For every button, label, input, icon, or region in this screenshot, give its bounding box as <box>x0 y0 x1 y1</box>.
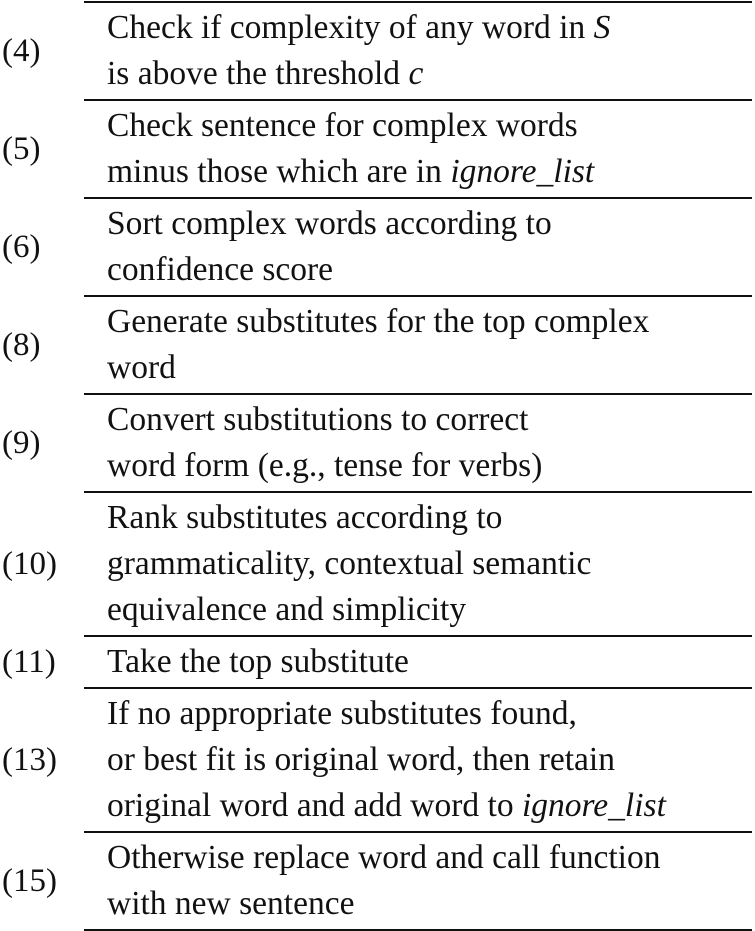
step-description-line <box>107 881 752 927</box>
table-row <box>2 635 752 687</box>
step-description-line <box>107 587 752 633</box>
text: grammaticality, contextual semantic <box>107 545 592 582</box>
step-description-line <box>107 495 752 541</box>
text: Sort complex words according to <box>107 205 552 242</box>
italic-term: ignore_list <box>521 787 666 824</box>
text: Take the top substitute <box>107 643 409 680</box>
step-description-line <box>107 691 752 737</box>
step-description-line <box>107 737 752 783</box>
text: original word and add word to <box>107 787 522 824</box>
step-description-line <box>107 103 752 149</box>
step-description-line <box>107 835 752 881</box>
text: Generate substitutes for the top complex <box>107 303 650 340</box>
table-row <box>2 393 752 491</box>
step-number: (15) <box>2 862 57 899</box>
text: Otherwise replace word and call function <box>107 839 661 876</box>
text: word <box>107 349 176 386</box>
step-number: (11) <box>2 643 56 680</box>
step-description-line <box>107 51 752 97</box>
step-description-line <box>107 397 752 443</box>
table-row <box>2 687 752 831</box>
text: equivalence and simplicity <box>107 591 467 628</box>
step-number: (6) <box>2 228 41 265</box>
table-row <box>2 831 752 931</box>
text: Check sentence for complex words <box>107 107 578 144</box>
text: confidence score <box>107 251 333 288</box>
text: Check if complexity of any word in <box>107 9 594 46</box>
text: If no appropriate substitutes found, <box>107 695 577 732</box>
text: word form (e.g., tense for verbs) <box>107 447 543 484</box>
step-description-line <box>107 345 752 391</box>
step-description-line <box>107 201 752 247</box>
step-description-line <box>107 247 752 293</box>
italic-term: c <box>408 55 424 92</box>
table-row <box>2 1 752 99</box>
step-description-line <box>107 5 752 51</box>
table-row <box>2 99 752 197</box>
text: or best fit is original word, then retain <box>107 741 615 778</box>
step-description-line <box>107 149 752 195</box>
text: is above the threshold <box>107 55 409 92</box>
step-description-line <box>107 443 752 489</box>
table-row <box>2 491 752 635</box>
step-number: (9) <box>2 424 41 461</box>
step-description-line <box>107 299 752 345</box>
step-description-line <box>107 783 752 829</box>
table-row <box>2 295 752 393</box>
italic-term: ignore_list <box>450 153 595 190</box>
step-number: (13) <box>2 741 57 778</box>
step-number: (10) <box>2 545 57 582</box>
algorithm-steps-table <box>0 1 755 931</box>
step-number: (5) <box>2 130 41 167</box>
text: Convert substitutions to correct <box>107 401 529 438</box>
table-row <box>2 197 752 295</box>
step-number: (4) <box>2 32 41 69</box>
italic-term: S <box>593 9 611 46</box>
step-description-line <box>107 541 752 587</box>
step-number: (8) <box>2 326 41 363</box>
text: minus those which are in <box>107 153 451 190</box>
step-description-line <box>107 639 752 685</box>
text: with new sentence <box>107 885 355 922</box>
text: Rank substitutes according to <box>107 499 503 536</box>
